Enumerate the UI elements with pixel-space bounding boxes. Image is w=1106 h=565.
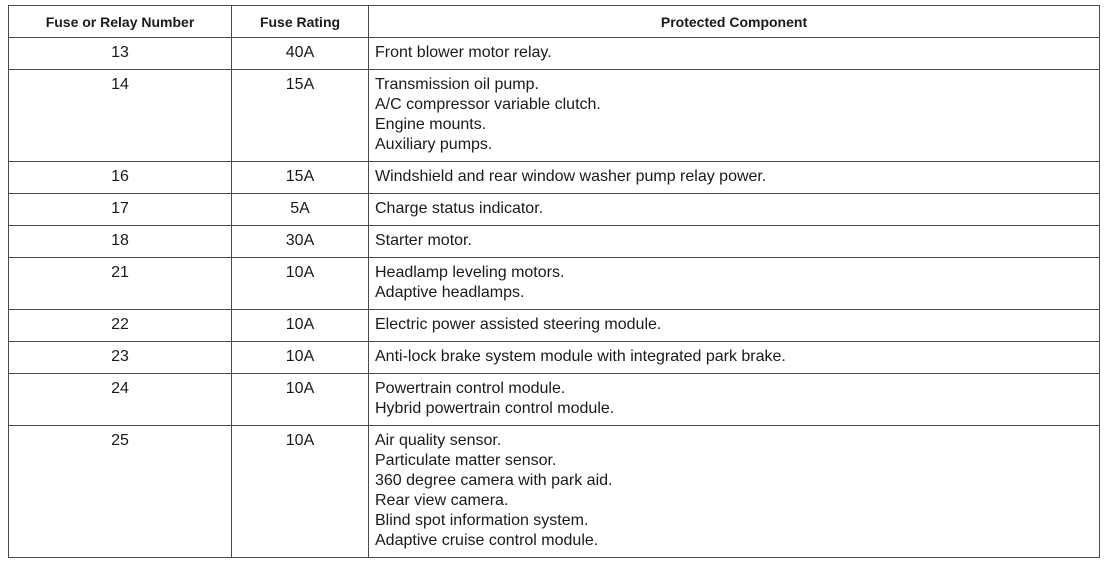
table-body xyxy=(9,38,1100,558)
component-line: Anti-lock brake system module with integrated park brake. xyxy=(375,348,786,365)
component-line: Rear view camera. xyxy=(375,492,509,509)
protected-component-cell xyxy=(369,258,1100,310)
component-line: Powertrain control module. xyxy=(375,380,566,397)
component-line: Adaptive cruise control module. xyxy=(375,532,599,549)
fuse-rating-cell: 15A xyxy=(232,162,369,194)
protected-component-cell xyxy=(369,374,1100,426)
protected-component-cell xyxy=(369,342,1100,374)
fuse-number-cell: 14 xyxy=(9,70,232,162)
fuse-rating-cell: 30A xyxy=(232,226,369,258)
fuse-number-cell: 25 xyxy=(9,426,232,558)
component-line: Charge status indicator. xyxy=(375,200,544,217)
table-row xyxy=(9,374,1100,426)
protected-component-cell xyxy=(369,162,1100,194)
protected-component-cell xyxy=(369,194,1100,226)
component-line: Blind spot information system. xyxy=(375,512,589,529)
fuse-number-cell: 22 xyxy=(9,310,232,342)
fuse-rating-cell: 40A xyxy=(232,38,369,70)
table-row xyxy=(9,310,1100,342)
fuse-number-cell: 18 xyxy=(9,226,232,258)
fuse-number-cell: 17 xyxy=(9,194,232,226)
fuse-rating-cell: 5A xyxy=(232,194,369,226)
protected-component-cell xyxy=(369,226,1100,258)
fuse-number-cell: 23 xyxy=(9,342,232,374)
table-row xyxy=(9,342,1100,374)
table-row xyxy=(9,162,1100,194)
table-row xyxy=(9,194,1100,226)
fuse-rating-cell: 10A xyxy=(232,426,369,558)
component-line: Engine mounts. xyxy=(375,116,487,133)
component-line: Air quality sensor. xyxy=(375,432,502,449)
fuse-number-cell: 21 xyxy=(9,258,232,310)
component-line: 360 degree camera with park aid. xyxy=(375,472,613,489)
component-line: A/C compressor variable clutch. xyxy=(375,96,601,113)
header-protected-component: Protected Component xyxy=(369,6,1100,38)
component-line: Transmission oil pump. xyxy=(375,76,539,93)
table-row xyxy=(9,426,1100,558)
component-line: Particulate matter sensor. xyxy=(375,452,557,469)
protected-component-cell xyxy=(369,38,1100,70)
fuse-rating-cell: 10A xyxy=(232,258,369,310)
table-header xyxy=(9,6,1100,38)
protected-component-cell xyxy=(369,70,1100,162)
fuse-rating-cell: 15A xyxy=(232,70,369,162)
component-line: Windshield and rear window washer pump relay power. xyxy=(375,168,767,185)
component-line: Auxiliary pumps. xyxy=(375,136,493,153)
protected-component-cell xyxy=(369,310,1100,342)
table-row xyxy=(9,226,1100,258)
fuse-number-cell: 13 xyxy=(9,38,232,70)
header-fuse-rating: Fuse Rating xyxy=(232,6,369,38)
fuse-rating-cell: 10A xyxy=(232,374,369,426)
table-row xyxy=(9,38,1100,70)
component-line: Electric power assisted steering module. xyxy=(375,316,662,333)
component-line: Headlamp leveling motors. xyxy=(375,264,565,281)
header-fuse-number: Fuse or Relay Number xyxy=(9,6,232,38)
header-row xyxy=(9,6,1100,38)
protected-component-cell xyxy=(369,426,1100,558)
fuse-number-cell: 24 xyxy=(9,374,232,426)
component-line: Front blower motor relay. xyxy=(375,44,552,61)
fuse-rating-cell: 10A xyxy=(232,310,369,342)
fuse-table xyxy=(8,5,1100,558)
component-line: Starter motor. xyxy=(375,232,472,249)
component-line: Adaptive headlamps. xyxy=(375,284,525,301)
fuse-number-cell: 16 xyxy=(9,162,232,194)
table-row xyxy=(9,258,1100,310)
fuse-rating-cell: 10A xyxy=(232,342,369,374)
table-row xyxy=(9,70,1100,162)
component-line: Hybrid powertrain control module. xyxy=(375,400,615,417)
